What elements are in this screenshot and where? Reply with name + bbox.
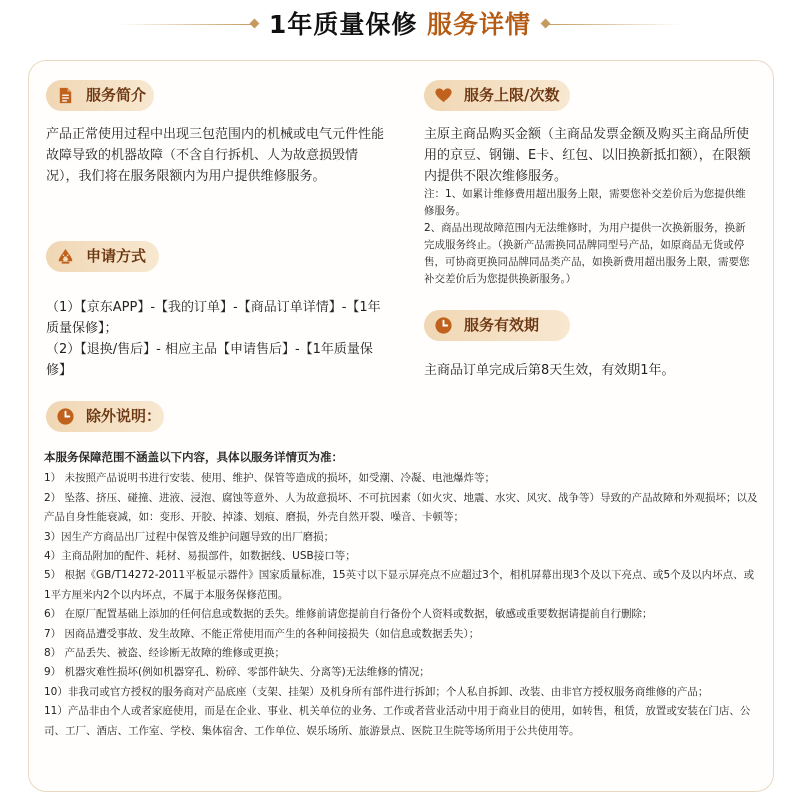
exclusion-item: 1） 未按照产品说明书进行安装、使用、维护、保管等造成的损坏，如受潮、冷凝、电池爆炸等；	[44, 472, 496, 485]
clock-icon	[56, 407, 75, 426]
exclusions-heading: 本服务保障范围不涵盖以下内容，具体以服务详情页为准：	[44, 450, 343, 464]
service-intro-label: 服务简介	[86, 86, 147, 104]
exclusion-item: 11）产品非由个人或者家庭使用，而是在企业、事业、机关单位的业务、工作或者营业活动中用于商业目的使用，如转售，租赁，放置或安装在门店、公司、工厂、酒店、工作室、学校、集体宿舍、工作单位、娱乐场所、旅游景点、医院卫生院等场所用于公共使用等。	[44, 705, 751, 737]
apply-step-2: （2）【退换/售后】- 相应主品【申请售后】-【1年质量保修】	[46, 342, 373, 378]
validity-label: 服务有效期	[464, 316, 540, 334]
apply-badge	[46, 241, 159, 272]
service-limit-label: 服务上限/次数	[464, 86, 560, 104]
exclusion-item: 6） 在原厂配置基础上添加的任何信息或数据的丢失。维修前请您提前自行备份个人资料或数据，敏感或重要数据请提前自行删除；	[44, 608, 653, 621]
service-limit-note-2: 2、商品出现故障范围内无法维修时，为用户提供一次换新服务，换新完成服务终止。（换新产品需换同品牌同型号产品，如原商品无货或停售，可协商更换同品牌同品类产品，如换新费用超出服务上限，需要您补交差价后为您提供换新服务。）	[424, 222, 750, 285]
title-accent: 服务详情	[427, 10, 532, 39]
header-divider-right	[547, 24, 682, 25]
page-header	[0, 0, 800, 50]
exclusion-item: 10）非我司或官方授权的服务商对产品底座（支架、挂架）及机身所有部件进行拆卸；个人私自拆卸、改装、由非官方授权服务商维修的产品；	[44, 685, 709, 698]
recycle-icon	[56, 247, 75, 266]
service-intro-badge	[46, 80, 154, 111]
exclusions-label: 除外说明：	[86, 407, 162, 425]
title-main: 1年质量保修	[268, 10, 418, 39]
service-limit-badge	[424, 80, 570, 111]
service-limit-notes	[424, 186, 754, 288]
apply-steps	[46, 297, 386, 381]
exclusion-item: 3）因生产方商品出厂过程中保管及维护问题导致的出厂磨损；	[44, 530, 335, 543]
clock-icon	[434, 316, 453, 335]
exclusion-item: 8） 产品丢失、被盗、经诊断无故障的维修或更换；	[44, 647, 286, 660]
document-icon	[56, 86, 75, 105]
heart-icon	[434, 86, 453, 105]
validity-badge	[424, 310, 570, 341]
exclusion-item: 4）主商品附加的配件、耗材、易损部件，如数据线、USB接口等；	[44, 550, 356, 563]
page-title	[0, 10, 800, 40]
service-limit-text: 主原主商品购买金额（主商品发票金额及购买主商品所使用的京豆、钢镚、E卡、红包、以旧换新抵扣额），在限额内提供不限次维修服务。	[424, 127, 751, 184]
service-intro-text: 产品正常使用过程中出现三包范围内的机械或电气元件性能故障导致的机器故障（不含自行拆机、人为故意损毁情况），我们将在服务限额内为用户提供维修服务。	[46, 127, 385, 184]
service-limit-note-1: 注：1、如累计维修费用超出服务上限，需要您补交差价后为您提供维修服务。	[424, 188, 746, 217]
exclusion-item: 7） 因商品遭受事故、发生故障、不能正常使用而产生的各种间接损失（如信息或数据丢失）；	[44, 627, 480, 640]
exclusion-item: 5） 根据《GB/T14272-2011平板显示器件》国家质量标准，15英寸以下显示屏亮点不应超过3个，相机屏幕出现3个及以下亮点、或5个及以内坏点、或1平方厘米内2个以内坏点，不属于本服务保修范围。	[44, 569, 755, 601]
exclusions-list	[44, 448, 760, 741]
apply-step-1: （1）【京东APP】-【我的订单】-【商品订单详情】-【1年质量保修】；	[46, 300, 381, 336]
exclusion-item: 9） 机器灾难性损坏(例如机器穿孔、粉碎、零部件缺失、分离等)无法维修的情况；	[44, 666, 430, 679]
exclusions-badge	[46, 401, 164, 432]
exclusion-item: 2） 坠落、挤压、碰撞、进液、浸泡、腐蚀等意外、人为故意损坏、不可抗因素（如火灾、地震、水灾、风灾、战争等）导致的产品故障和外观损坏；以及产品自身性能衰减，如：变形、开胶、掉漆、划痕、磨损，外壳自然开裂、噪音、卡顿等；	[44, 491, 758, 524]
apply-label: 申请方式	[86, 247, 147, 265]
validity-text: 主商品订单完成后第8天生效，有效期1年。	[424, 363, 675, 378]
